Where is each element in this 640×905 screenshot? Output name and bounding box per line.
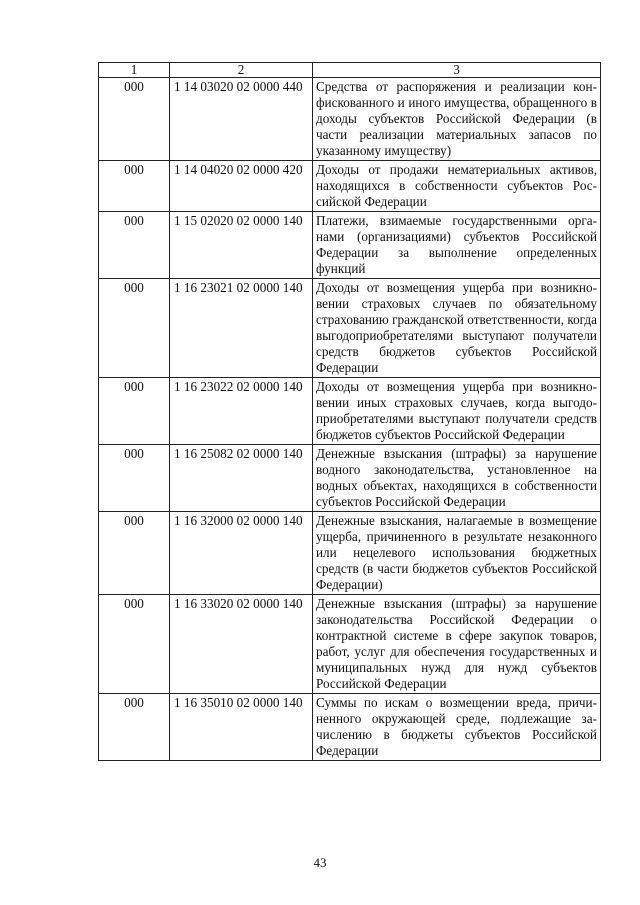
admin-code-cell: 000	[99, 445, 170, 512]
table-row	[99, 512, 601, 595]
kbk-code-cell: 1 16 23021 02 0000 140	[170, 279, 313, 378]
admin-code-cell: 000	[99, 161, 170, 212]
kbk-code-cell: 1 16 33020 02 0000 140	[170, 595, 313, 694]
table-row	[99, 78, 601, 161]
revenue-name-cell: Средства от распоряжения и реализации конфискованного и иного имущества, обращенного в доходы субъектов Российской Федерации (в части реализации материальных запасов по указанному имуществу)	[313, 78, 601, 161]
table-row	[99, 595, 601, 694]
table-row	[99, 694, 601, 761]
table-row	[99, 212, 601, 279]
kbk-code-cell: 1 14 04020 02 0000 420	[170, 161, 313, 212]
kbk-code-cell: 1 16 23022 02 0000 140	[170, 378, 313, 445]
admin-code-cell: 000	[99, 279, 170, 378]
revenue-name-cell: Суммы по искам о возмещении вреда, причиненного окружающей среде, подлежащие зачислению в бюджеты субъектов Российской Федерации	[313, 694, 601, 761]
revenue-name-cell: Доходы от возмещения ущерба при возникновении страховых случаев по обязательному страхованию гражданской ответственности, когда выгодоприобретателями выступают получатели средств бюджетов субъектов Российской Федерации	[313, 279, 601, 378]
revenue-name-cell: Денежные взыскания, налагаемые в возмещение ущерба, причиненного в результате незаконного или нецелевого использования бюджетных средств (в части бюджетов субъектов Российской Федерации)	[313, 512, 601, 595]
table-row	[99, 161, 601, 212]
admin-code-cell: 000	[99, 378, 170, 445]
kbk-code-cell: 1 16 25082 02 0000 140	[170, 445, 313, 512]
admin-code-cell: 000	[99, 694, 170, 761]
revenue-name-cell: Доходы от возмещения ущерба при возникновении иных страховых случаев, когда выгодоприобретателями выступают получатели средств бюджетов субъектов Российской Федерации	[313, 378, 601, 445]
kbk-code-cell: 1 16 32000 02 0000 140	[170, 512, 313, 595]
admin-code-cell: 000	[99, 595, 170, 694]
revenue-name-cell: Платежи, взимаемые государственными органами (организациями) субъектов Российской Федерации за выполнение определенных функций	[313, 212, 601, 279]
page-number: 43	[313, 855, 327, 870]
header-col-3: 3	[313, 63, 601, 78]
kbk-code-cell: 1 15 02020 02 0000 140	[170, 212, 313, 279]
revenue-codes-table	[98, 62, 601, 761]
table-row	[99, 445, 601, 512]
table-body	[99, 63, 601, 761]
table-header-row	[99, 63, 601, 78]
admin-code-cell: 000	[99, 78, 170, 161]
revenue-name-cell: Денежные взыскания (штрафы) за нарушение водного законодательства, установленное на водных объектах, находящихся в собственности субъектов Российской Федерации	[313, 445, 601, 512]
kbk-code-cell: 1 16 35010 02 0000 140	[170, 694, 313, 761]
header-col-1: 1	[99, 63, 170, 78]
admin-code-cell: 000	[99, 512, 170, 595]
table-row	[99, 378, 601, 445]
header-col-2: 2	[170, 63, 313, 78]
table-row	[99, 279, 601, 378]
revenue-name-cell: Доходы от продажи нематериальных активов, находящихся в собственности субъектов Российской Федерации	[313, 161, 601, 212]
revenue-name-cell: Денежные взыскания (штрафы) за нарушение законодательства Российской Федерации о контрактной системе в сфере закупок товаров, работ, услуг для обеспечения государственных и муниципальных нужд для нужд субъектов Российской Федерации	[313, 595, 601, 694]
admin-code-cell: 000	[99, 212, 170, 279]
kbk-code-cell: 1 14 03020 02 0000 440	[170, 78, 313, 161]
